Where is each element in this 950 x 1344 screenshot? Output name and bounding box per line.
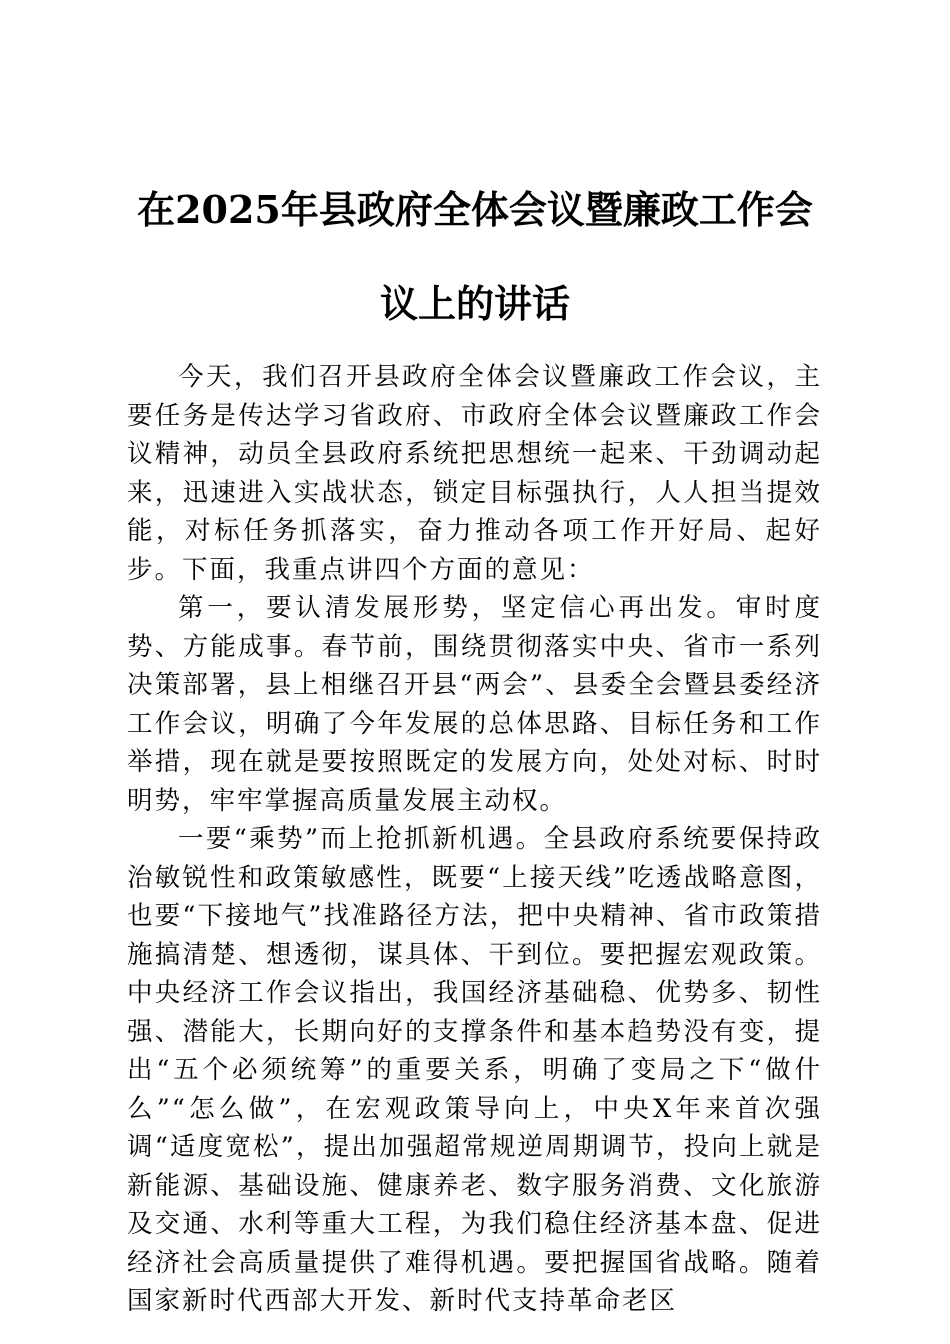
paragraph-first-point: 第一，要认清发展形势，坚定信心再出发。审时度势、方能成事。春节前，围绕贯彻落实中央、省市一系列决策部署，县上相继召开县“两会”、县委全会暨县委经济工作会议，明确了今年发展的总体思路、目标任务和工作举措，现在就是要按照既定的发展方向，处处对标、时时明势，牢牢掌握高质量发展主动权。 [127, 593, 822, 816]
document-body [127, 358, 822, 1321]
document-title: 在2025年县政府全体会议暨廉政工作会议上的讲话 [137, 187, 813, 326]
paragraph-seize-opportunity: 一要“乘势”而上抢抓新机遇。全县政府系统要保持政治敏锐性和政策敏感性，既要“上接天线”吃透战略意图，也要“下接地气”找准路径方法，把中央精神、省市政策措施搞清楚、想透彻，谋具体、干到位。要把握宏观政策。中央经济工作会议指出，我国经济基础稳、优势多、韧性强、潜能大，长期向好的支撑条件和基本趋势没有变，提出“五个必须统筹”的重要关系，明确了变局之下“做什么”“怎么做”，在宏观政策导向上，中央X年来首次强调“适度宽松”，提出加强超常规逆周期调节，投向上就是新能源、基础设施、健康养老、数字服务消费、文化旅游及交通、水利等重大工程，为我们稳住经济基本盘、促进经济社会高质量提供了难得机遇。要把握国省战略。随着国家新时代西部大开发、新时代支持革命老区 [127, 824, 822, 1316]
paragraph-intro: 今天，我们召开县政府全体会议暨廉政工作会议，主要任务是传达学习省政府、市政府全体会议暨廉政工作会议精神，动员全县政府系统把思想统一起来、干劲调动起来，迅速进入实战状态，锁定目标强执行，人人担当提效能，对标任务抓落实，奋力推动各项工作开好局、起好步。下面，我重点讲四个方面的意见： [127, 362, 822, 585]
